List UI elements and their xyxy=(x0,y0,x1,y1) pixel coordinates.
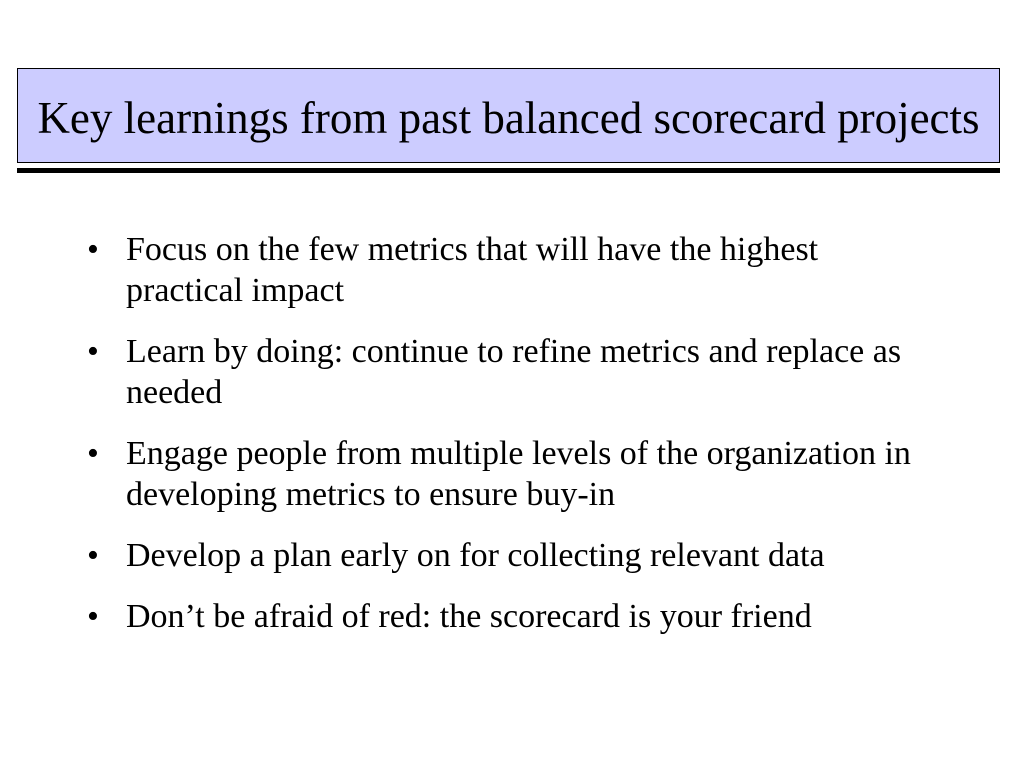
bullet-text-line: developing metrics to ensure buy-in xyxy=(126,476,616,513)
bullet-list xyxy=(0,229,1024,657)
bullet-text-line: needed xyxy=(126,374,223,411)
bullet-item-focus-metrics xyxy=(0,229,1024,311)
title-divider-rule xyxy=(17,168,1000,173)
bullet-text-line: Focus on the few metrics that will have the highest xyxy=(126,231,819,268)
bullet-item-engage-people xyxy=(0,433,1024,515)
bullet-item-learn-by-doing xyxy=(0,331,1024,413)
bullet-text-line: practical impact xyxy=(126,272,345,309)
bullet-text-line: Engage people from multiple levels of the organization in xyxy=(126,435,911,472)
bullet-icon: • xyxy=(87,333,99,370)
slide-title-box xyxy=(17,68,1000,163)
bullet-text-line: Learn by doing: continue to refine metrics and replace as xyxy=(126,333,902,370)
bullet-text-line: Develop a plan early on for collecting relevant data xyxy=(126,537,825,574)
slide-title: Key learnings from past balanced scorecard projects xyxy=(37,92,980,143)
bullet-item-dont-fear-red xyxy=(0,596,1024,637)
bullet-item-develop-plan xyxy=(0,535,1024,576)
bullet-icon: • xyxy=(87,231,99,268)
bullet-icon: • xyxy=(87,537,99,574)
bullet-icon: • xyxy=(87,598,99,635)
bullet-icon: • xyxy=(87,435,99,472)
bullet-text-line: Don’t be afraid of red: the scorecard is your friend xyxy=(126,598,812,635)
